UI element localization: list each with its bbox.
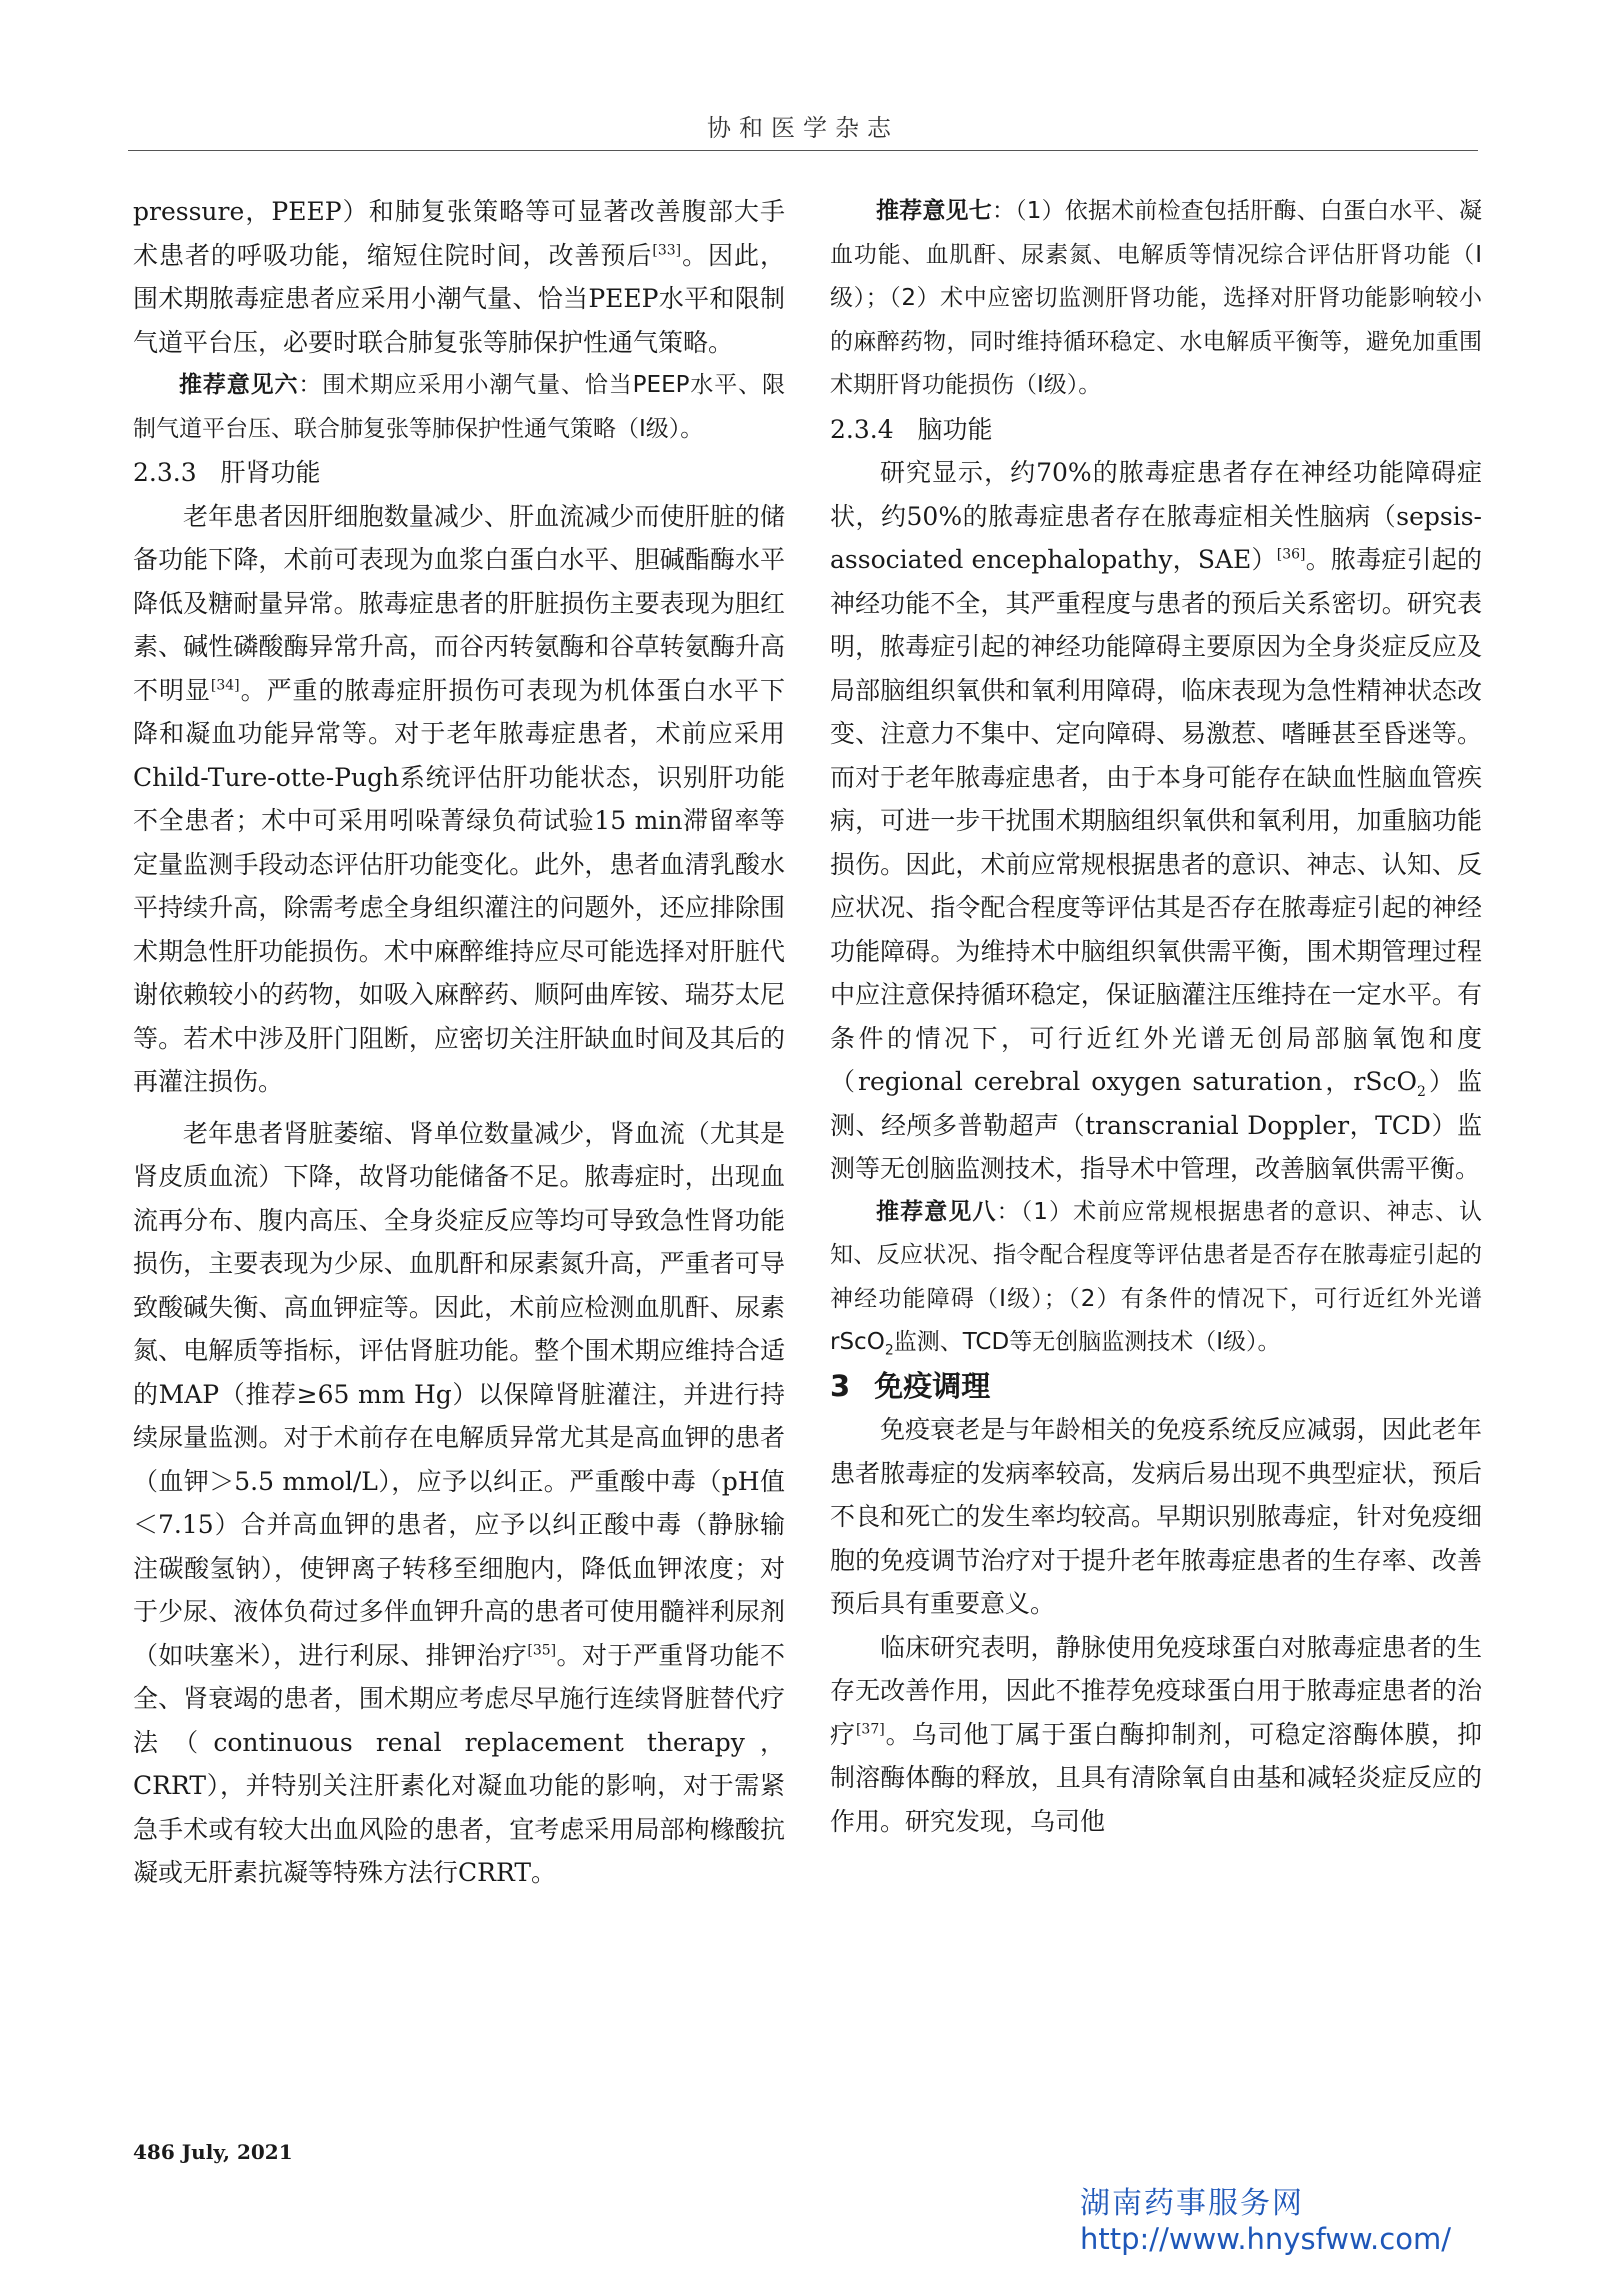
- paragraph: 研究显示，约70%的脓毒症患者存在神经功能障碍症状，约50%的脓毒症患者存在脓毒症相关性脑病（sepsis-associated encephalopathy，SAE）[36]。脓毒症引起的神经功能不全，其严重程度与患者的预后关系密切。研究表明，脓毒症引起的神经功能障碍主要原因为全身炎症反应及局部脑组织氧供和氧利用障碍，临床表现为急性精神状态改变、注意力不集中、定向障碍、易激惹、嗜睡甚至昏迷等。而对于老年脓毒症患者，由于本身可能存在缺血性脑血管疾病，可进一步干扰围术期脑组织氧供和氧利用，加重脑功能损伤。因此，术前应常规根据患者的意识、神志、认知、反应状况、指令配合程度等评估其是否存在脓毒症引起的神经功能障碍。为维持术中脑组织氧供需平衡，围术期管理过程中应注意保持循环稳定，保证脑灌注压维持在一定水平。有条件的情况下，可行近红外光谱无创局部脑氧饱和度（regional cerebral oxygen saturation，rScO$_2$）监测、经颅多普勒超声（transcranial Doppler，TCD）监测等无创脑监测技术，指导术中管理，改善脑氧供需平衡。: [830, 458, 1482, 1183]
- recommendation-8: 推荐意见八：（1）术前应常规根据患者的意识、神志、认知、反应状况、指令配合程度等评估患者是否存在脓毒症引起的神经功能障碍（Ⅰ级）；（2）有条件的情况下，可行近红外光谱rScO$_2$监测、TCD等无创脑监测技术（Ⅰ级）。: [830, 1198, 1482, 1359]
- section-heading-2-3-4: 2.3.4 脑功能: [830, 414, 993, 444]
- paragraph: 老年患者因肝细胞数量减少、肝血流减少而使肝脏的储备功能下降，术前可表现为血浆白蛋白水平、胆碱酯酶水平降低及糖耐量异常。脓毒症患者的肝脏损伤主要表现为胆红素、碱性磷酸酶异常升高，而谷丙转氨酶和谷草转氨酶升高不明显[34]。严重的脓毒症肝损伤可表现为机体蛋白水平下降和凝血功能异常等。对于老年脓毒症患者，术前应采用Child-Ture-otte-Pugh系统评估肝功能状态，识别肝功能不全患者；术中可采用吲哚菁绿负荷试验15 min滞留率等定量监测手段动态评估肝功能变化。此外，患者血清乳酸水平持续升高，除需考虑全身组织灌注的问题外，还应排除围术期急性肝功能损伤。术中麻醉维持应尽可能选择对肝脏代谢依赖较小的药物，如吸入麻醉药、顺阿曲库铵、瑞芬太尼等。若术中涉及肝门阻断，应密切关注肝缺血时间及其后的再灌注损伤。: [133, 501, 785, 1096]
- page-footer: 486 July, 2021: [133, 2140, 293, 2164]
- watermark-site-name: 湖南药事服务网: [1080, 2186, 1304, 2221]
- watermark-url-link[interactable]: http://www.hnysfww.com/: [1080, 2222, 1451, 2256]
- left-column: [133, 190, 785, 1895]
- section-heading-3: 3 免疫调理: [830, 1368, 991, 1403]
- journal-header-title: 协和医学杂志: [707, 114, 899, 142]
- header-divider: [128, 150, 1478, 151]
- citation[interactable]: [33]: [652, 242, 682, 259]
- recommendation-label: 推荐意见八: [876, 1198, 997, 1225]
- recommendation-label: 推荐意见六: [179, 372, 299, 398]
- recommendation-6: 推荐意见六：围术期应采用小潮气量、恰当PEEP水平、限制气道平台压、联合肺复张等肺保护性通气策略（Ⅰ级）。: [133, 372, 785, 442]
- citation[interactable]: [36]: [1276, 546, 1306, 563]
- citation[interactable]: [35]: [527, 1642, 557, 1659]
- right-column: [830, 190, 1482, 1843]
- recommendation-7: 推荐意见七：（1）依据术前检查包括肝酶、白蛋白水平、凝血功能、血肌酐、尿素氮、电解质等情况综合评估肝肾功能（Ⅰ级）；（2）术中应密切监测肝肾功能，选择对肝肾功能影响较小的麻醉药物，同时维持循环稳定、水电解质平衡等，避免加重围术期肝肾功能损伤（Ⅰ级）。: [830, 198, 1482, 398]
- paragraph: 免疫衰老是与年龄相关的免疫系统反应减弱，因此老年患者脓毒症的发病率较高，发病后易出现不典型症状，预后不良和死亡的发生率均较高。早期识别脓毒症，针对免疫细胞的免疫调节治疗对于提升老年脓毒症患者的生存率、改善预后具有重要意义。: [830, 1415, 1482, 1618]
- section-heading-2-3-3: 2.3.3 肝肾功能: [133, 458, 321, 487]
- citation[interactable]: [34]: [210, 677, 240, 694]
- recommendation-label: 推荐意见七: [876, 198, 992, 224]
- paragraph: pressure，PEEP）和肺复张策略等可显著改善腹部大手术患者的呼吸功能，缩短住院时间，改善预后[33]。因此，围术期脓毒症患者应采用小潮气量、恰当PEEP水平和限制气道平台压，必要时联合肺复张等肺保护性通气策略。: [133, 197, 785, 357]
- citation[interactable]: [37]: [855, 1721, 885, 1738]
- paragraph: 老年患者肾脏萎缩、肾单位数量减少，肾血流（尤其是肾皮质血流）下降，故肾功能储备不足。脓毒症时，出现血流再分布、腹内高压、全身炎症反应等均可导致急性肾功能损伤，主要表现为少尿、血肌酐和尿素氮升高，严重者可导致酸碱失衡、高血钾症等。因此，术前应检测血肌酐、尿素氮、电解质等指标，评估肾脏功能。整个围术期应维持合适的MAP（推荐≥65 mm Hg）以保障肾脏灌注，并进行持续尿量监测。对于术前存在电解质异常尤其是高血钾的患者（血钾＞5.5 mmol/L），应予以纠正。严重酸中毒（pH值＜7.15）合并高血钾的患者，应予以纠正酸中毒（静脉输注碳酸氢钠），使钾离子转移至细胞内，降低血钾浓度；对于少尿、液体负荷过多伴血钾升高的患者可使用髓袢利尿剂（如呋塞米），进行利尿、排钾治疗[35]。对于严重肾功能不全、肾衰竭的患者，围术期应考虑尽早施行连续肾脏替代疗法（continuous renal replacement therapy，CRRT），并特别关注肝素化对凝血功能的影响，对于需紧急手术或有较大出血风险的患者，宜考虑采用局部枸橼酸抗凝或无肝素抗凝等特殊方法行CRRT。: [133, 1118, 785, 1887]
- paragraph: 临床研究表明，静脉使用免疫球蛋白对脓毒症患者的生存无改善作用，因此不推荐免疫球蛋白用于脓毒症患者的治疗[37]。乌司他丁属于蛋白酶抑制剂，可稳定溶酶体膜，抑制溶酶体酶的释放，且具有清除氧自由基和减轻炎症反应的作用。研究发现，乌司他: [830, 1632, 1482, 1836]
